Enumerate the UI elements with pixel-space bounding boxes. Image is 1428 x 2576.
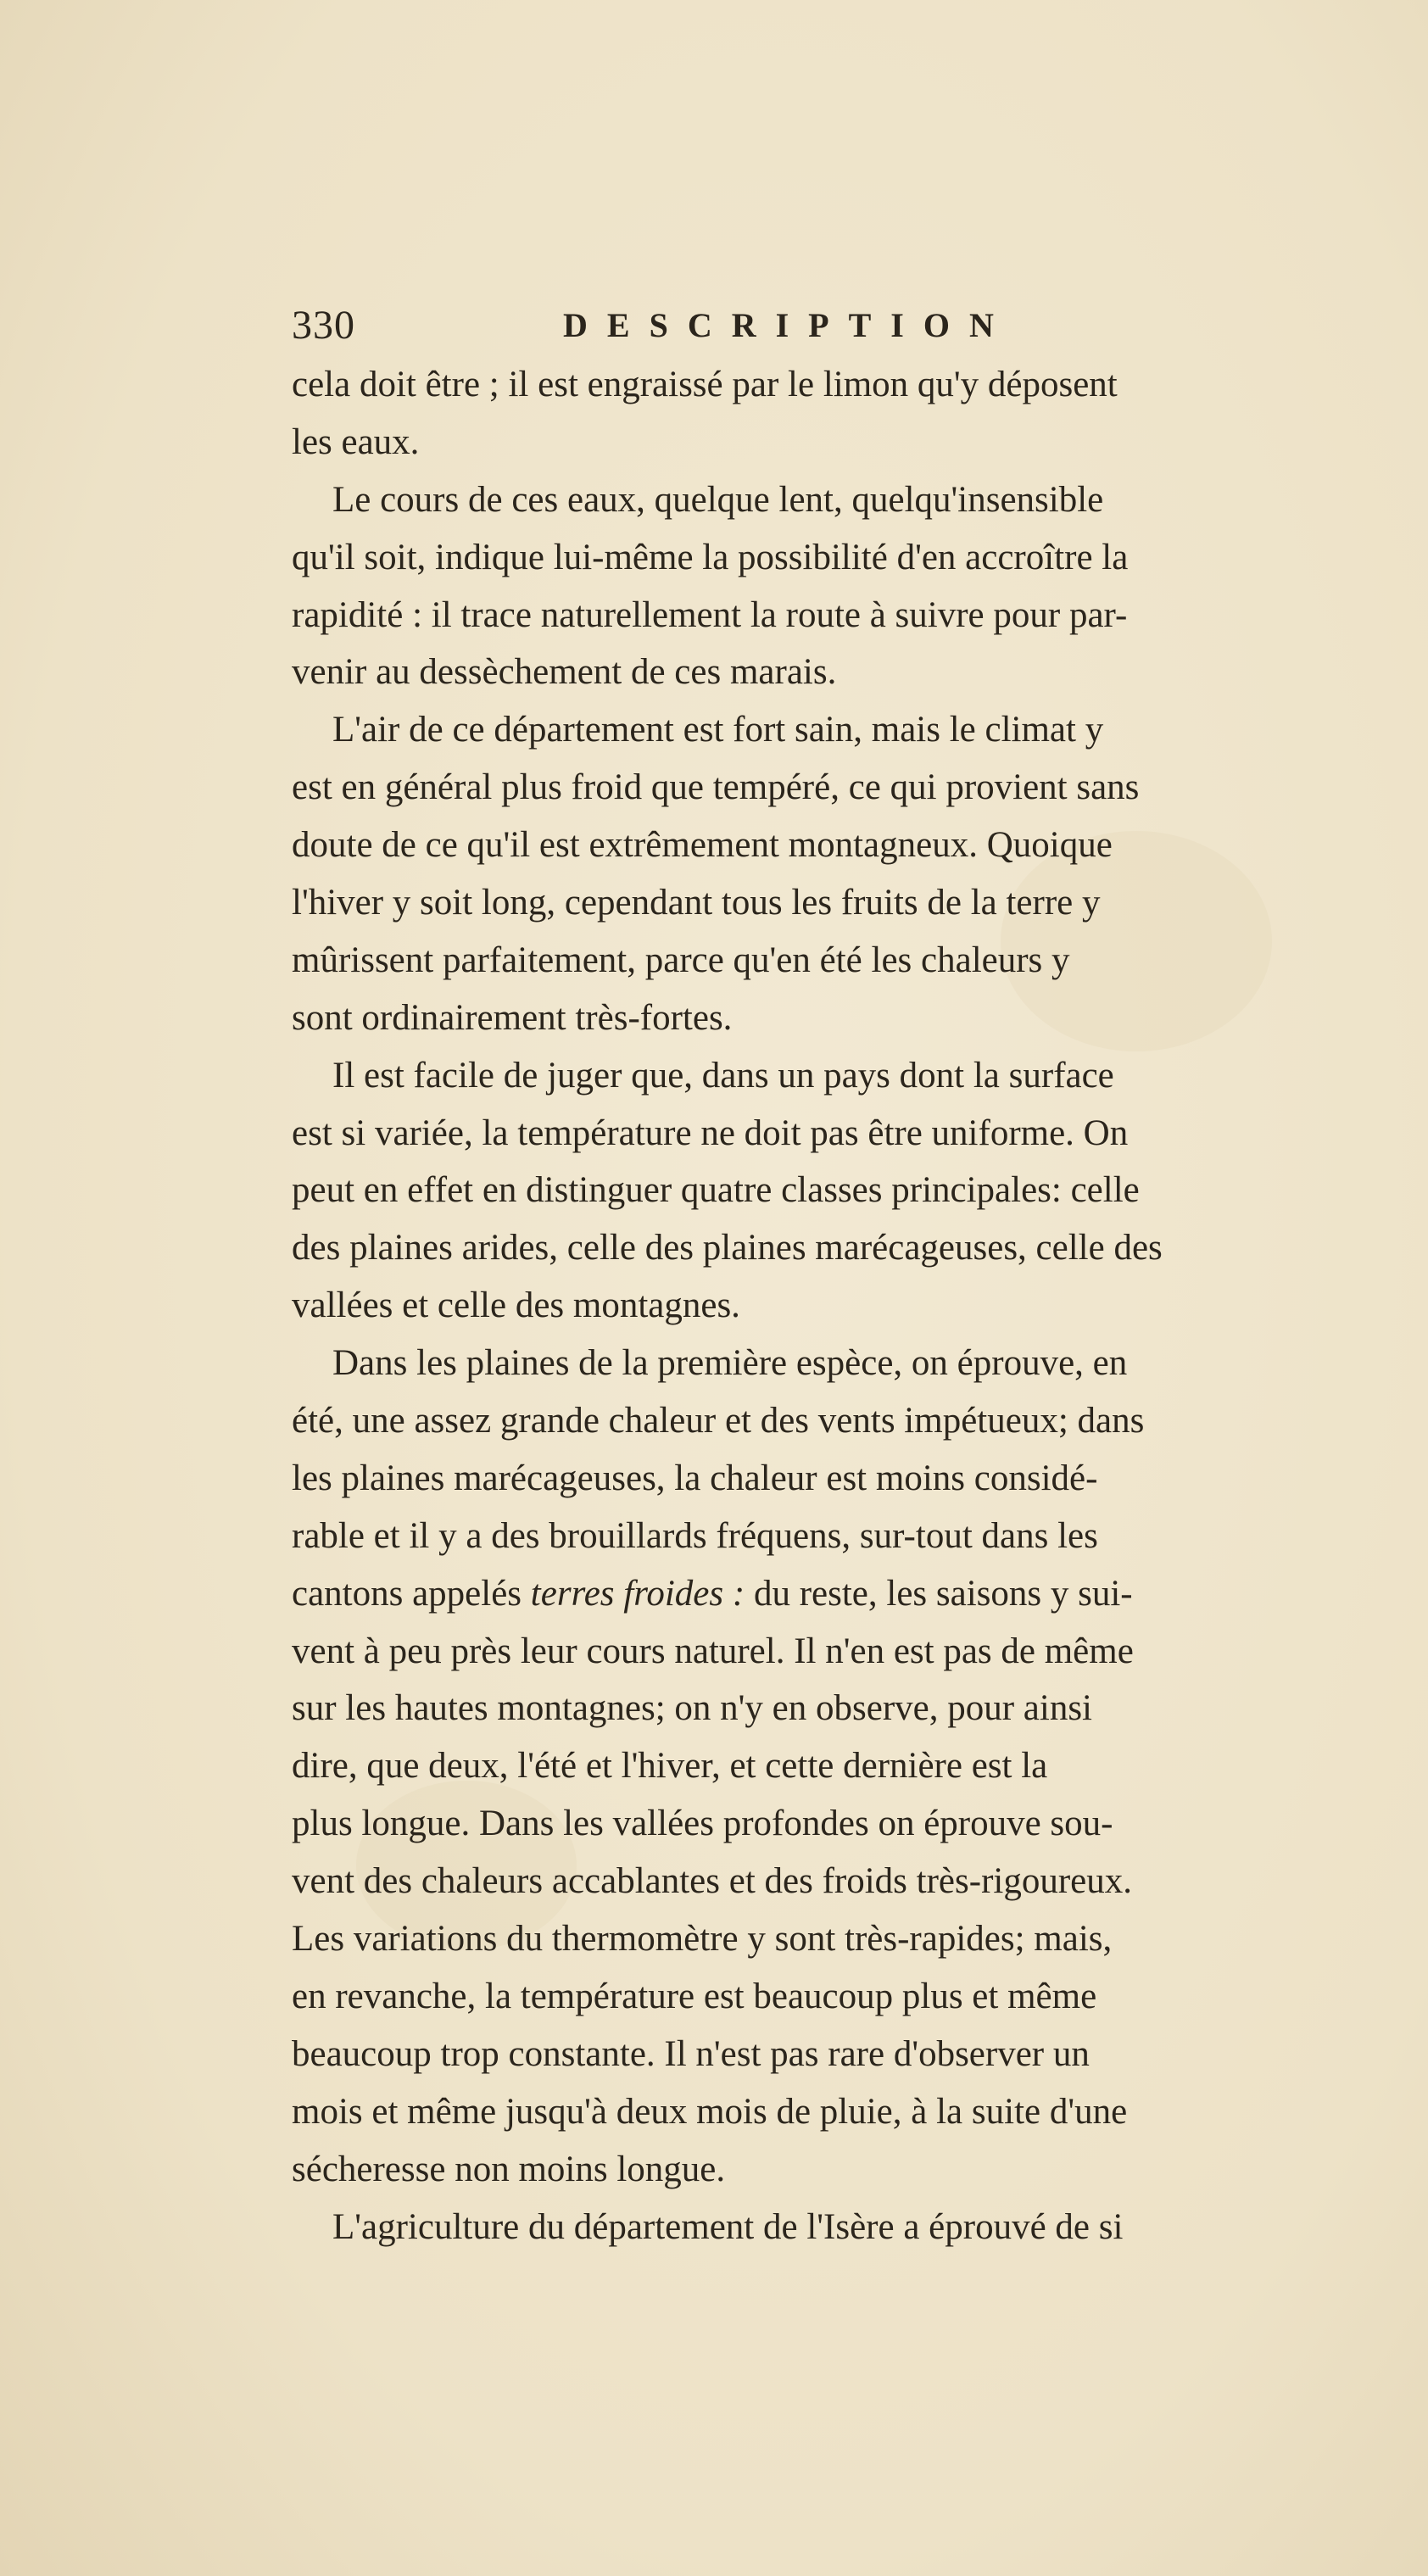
paragraph-start-line: Dans les plaines de la première espèce, on éprouve, en (332, 1343, 1128, 1384)
page-header (292, 302, 1140, 353)
text-line: doute de ce qu'il est extrêmement montagneux. Quoique (292, 825, 1113, 866)
text-line: peut en effet en distinguer quatre classes principales: celle (292, 1170, 1140, 1211)
text-line: rapidité : il trace naturellement la route à suivre pour par- (292, 594, 1128, 635)
text-line: été, une assez grande chaleur et des vents impétueux; dans (292, 1401, 1145, 1441)
text-line: des plaines arides, celle des plaines marécageuses, celle des (292, 1228, 1163, 1268)
text-line: sur les hautes montagnes; on n'y en observe, pour ainsi (292, 1688, 1093, 1729)
text-line: dire, que deux, l'été et l'hiver, et cette dernière est la (292, 1746, 1048, 1787)
text-line: rable et il y a des brouillards fréquens, sur-tout dans les (292, 1515, 1098, 1556)
text-line: sécheresse non moins longue. (292, 2149, 726, 2189)
text-line: Les variations du thermomètre y sont très-rapides; mais, (292, 1919, 1113, 1960)
text-line: mois et même jusqu'à deux mois de pluie, à la suite d'une (292, 2091, 1128, 2132)
paragraph-start-line: L'agriculture du département de l'Isère a éprouvé de si (332, 2206, 1124, 2247)
italic-term: terres froides : (530, 1573, 745, 1614)
text-line-mixed (292, 1565, 1386, 1623)
text-line: sont ordinairement très-fortes. (292, 997, 733, 1038)
text-line: cela doit être ; il est engraissé par le limon qu'y déposent (292, 365, 1118, 404)
text-line: vent des chaleurs accablantes et des froids très-rigoureux. (292, 1861, 1132, 1902)
text-line: les eaux. (292, 421, 420, 462)
text-line: les plaines marécageuses, la chaleur est moins considé- (292, 1458, 1098, 1498)
text-line: mûrissent parfaitement, parce qu'en été les chaleurs y (292, 940, 1070, 980)
running-head: DESCRIPTION (563, 306, 1013, 344)
page-number: 330 (292, 303, 355, 348)
text-line: vallées et celle des montagnes. (292, 1285, 740, 1326)
text-line: en revanche, la température est beaucoup plus et même (292, 1976, 1097, 2016)
text-line: plus longue. Dans les vallées profondes on éprouve sou- (292, 1804, 1113, 1844)
text-line: est en général plus froid que tempéré, ce qui provient sans (292, 767, 1140, 808)
text-line: l'hiver y soit long, cependant tous les fruits de la terre y (292, 883, 1101, 923)
paragraph-start-line: L'air de ce département est fort sain, mais le climat y (332, 710, 1104, 750)
paragraph-start-line: Le cours de ces eaux, quelque lent, quelqu'insensible (332, 479, 1104, 520)
paragraph-start-line: Il est facile de juger que, dans un pays dont la surface (332, 1055, 1114, 1096)
text-line: venir au dessèchement de ces marais. (292, 652, 837, 693)
text-line: beaucoup trop constante. Il n'est pas rare d'observer un (292, 2033, 1090, 2074)
text-line: qu'il soit, indique lui-même la possibilité d'en accroître la (292, 537, 1129, 577)
text-segment: du reste, les saisons y sui- (753, 1573, 1133, 1614)
text-line: est si variée, la température ne doit pas être uniforme. On (292, 1112, 1129, 1153)
body-text (292, 356, 1386, 2255)
text-segment: cantons appelés (292, 1573, 522, 1614)
text-line: vent à peu près leur cours naturel. Il n'en est pas de même (292, 1631, 1134, 1671)
